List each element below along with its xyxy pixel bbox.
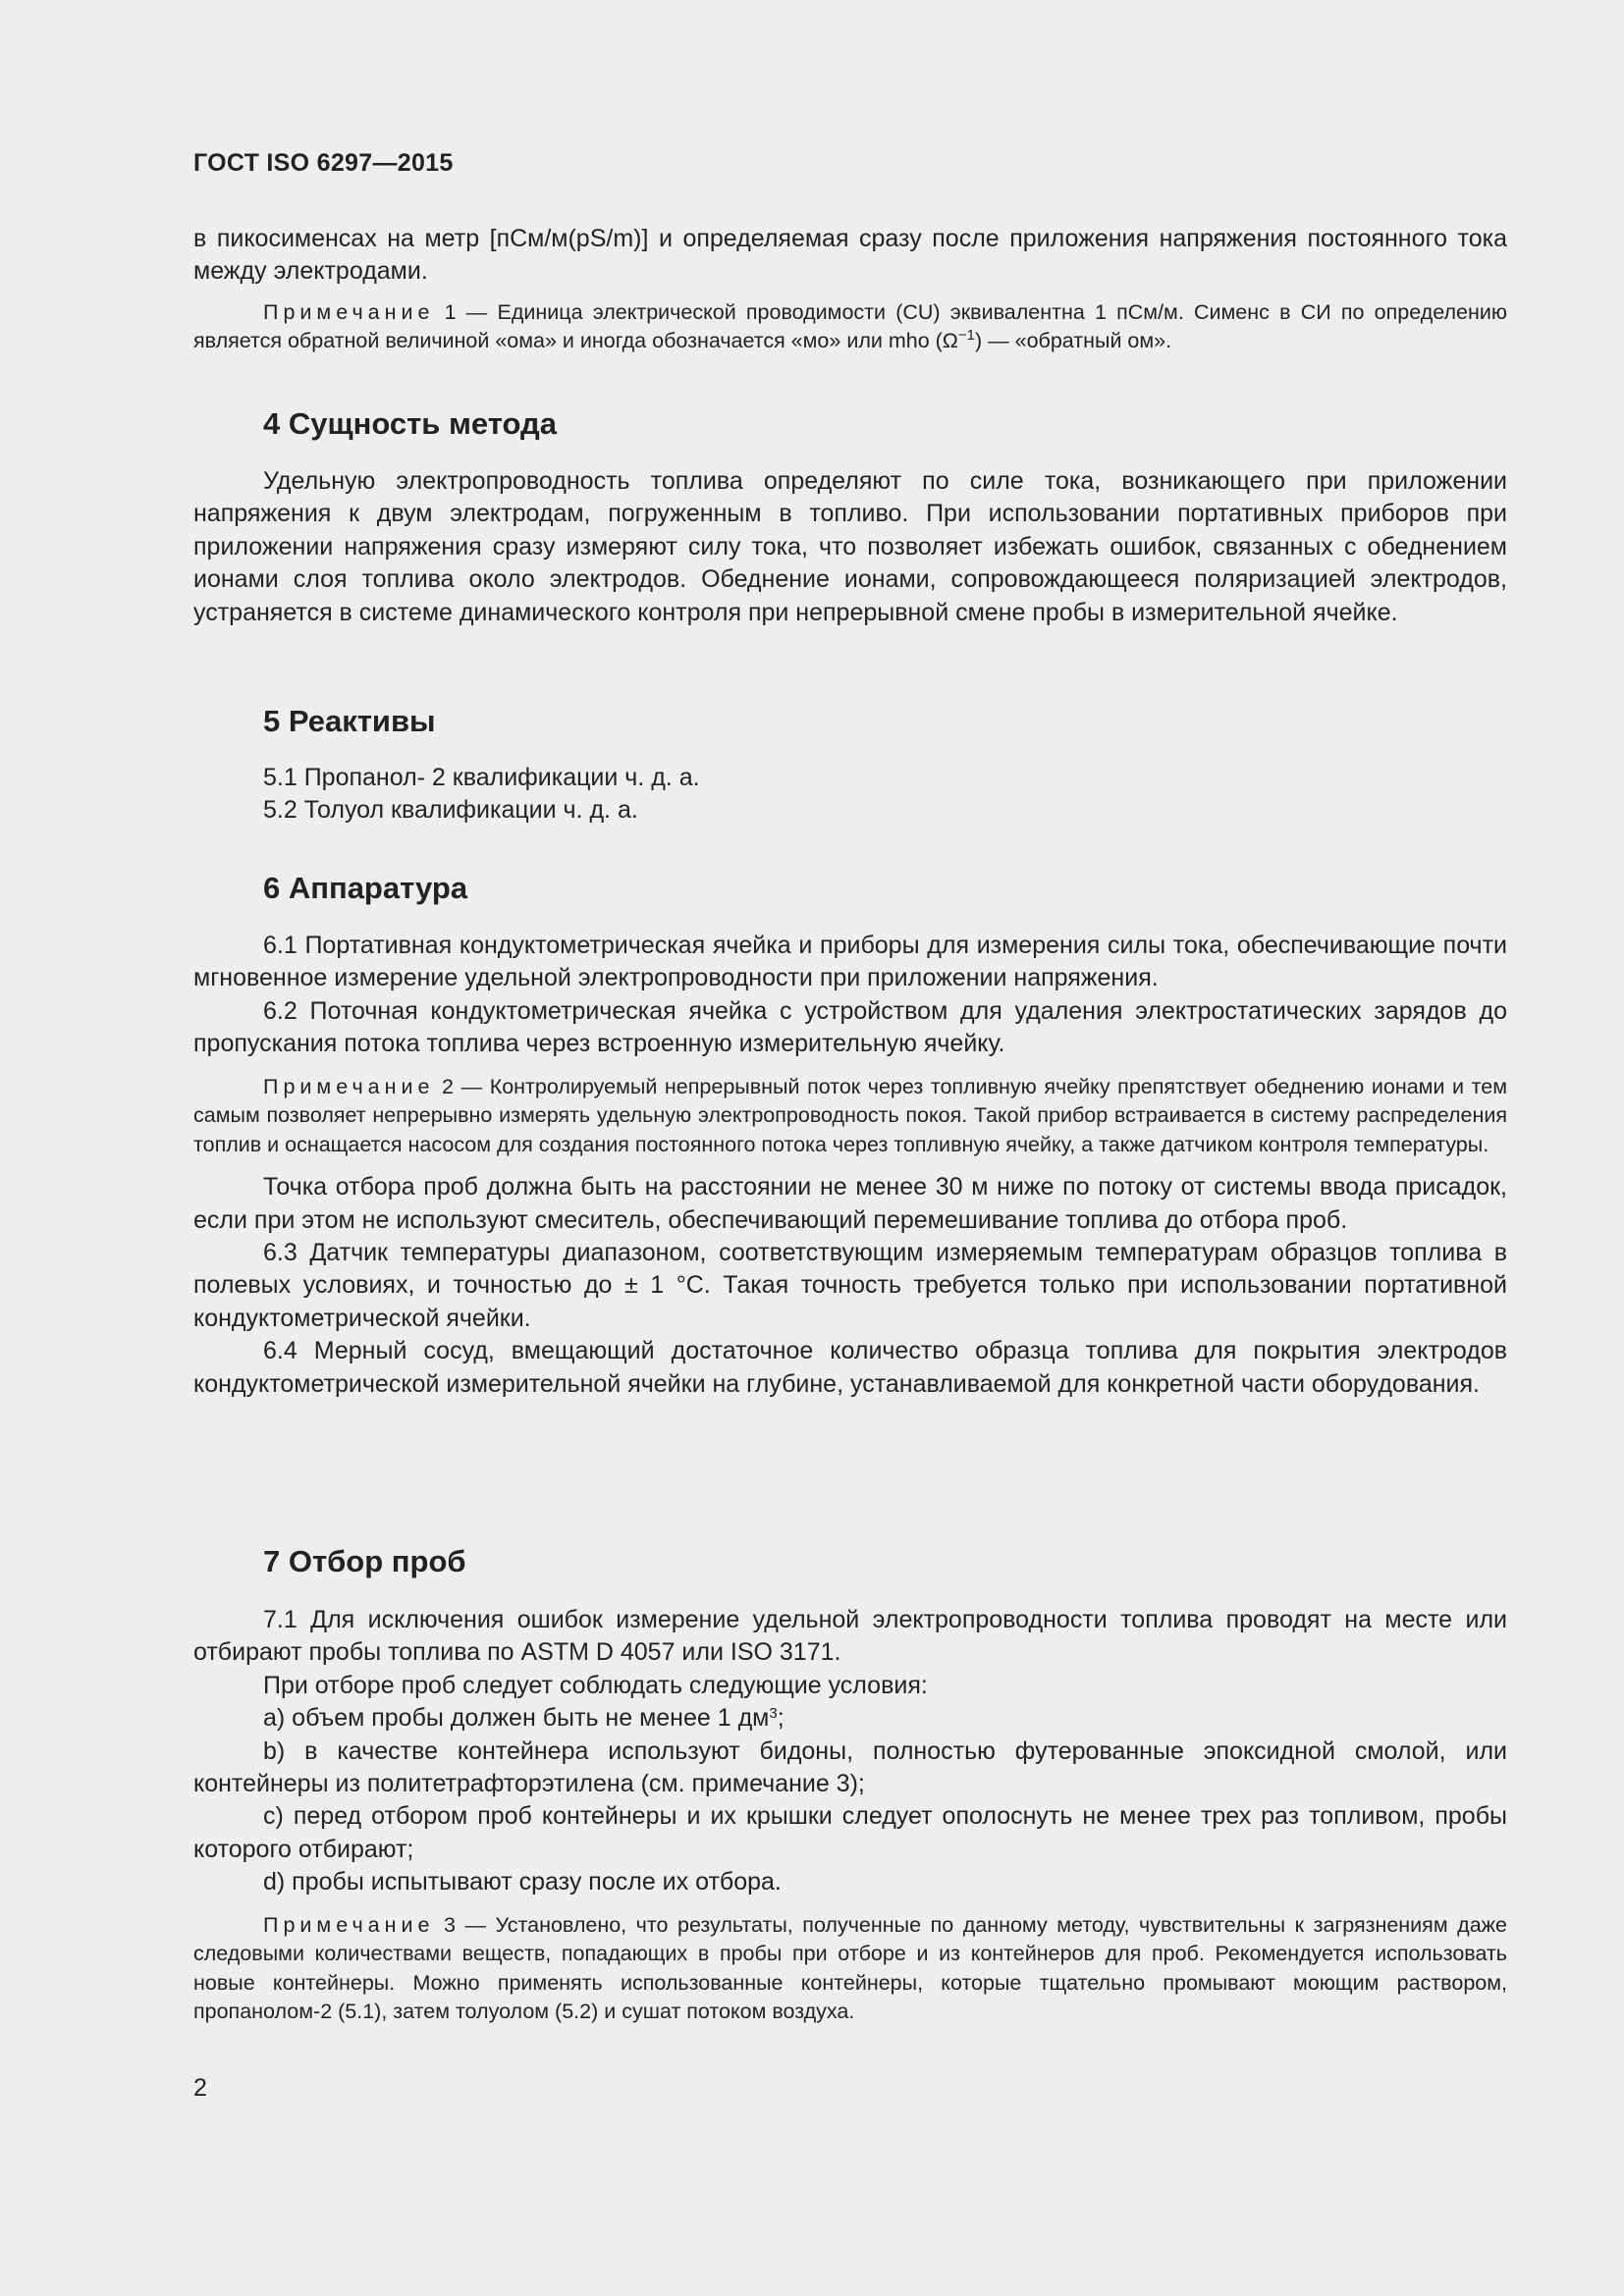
section-5-item-1: 5.1 Пропанол- 2 квалификации ч. д. а.	[263, 764, 700, 791]
note-1-text-end: ) — «обратный ом».	[975, 329, 1172, 353]
condition-a	[193, 1702, 1507, 1735]
section-5-item-2: 5.2 Толуол квалификации ч. д. а.	[263, 796, 638, 825]
intro-block	[193, 223, 1507, 356]
section-4	[193, 404, 1507, 444]
section-4-paragraph: Удельную электропроводность топлива определяют по силе тока, возникающего при приложении напряжения к двум электродам, погруженным в топливо. При использовании портативных приборов при приложении напряжения сразу измеряют силу тока, что позволяет избежать ошибок, связанных с обеднением ионами слоя топлива около электродов. Обеднение ионами, сопровождающееся поляризацией электродов, устраняется в системе динамического контроля при непрерывной смене пробы в измерительной ячейке.	[193, 467, 1507, 626]
section-6-item-3: 6.3 Датчик температуры диапазоном, соответствующим измеряемым температурам образцов топлива в полевых условиях, и точностью до ± 1 °С. Такая точность требуется только при использовании портативной кондуктометрической ячейки.	[193, 1238, 1507, 1332]
section-7	[193, 1542, 1507, 1581]
section-6-title: 6 Аппаратура	[263, 871, 468, 905]
note-3	[193, 1911, 1507, 2027]
page-number: 2	[193, 2074, 207, 2102]
condition-a-superscript: 3	[769, 1705, 778, 1723]
section-7-item-1: 7.1 Для исключения ошибок измерение удельной электропроводности топлива проводят на месте или отбирают пробы топлива по ASTM D 4057 или ISO 3171.	[193, 1606, 1507, 1667]
section-5	[193, 702, 1507, 741]
section-6	[193, 869, 1507, 908]
section-4-body	[193, 465, 1507, 629]
section-7-body	[193, 1604, 1507, 2027]
condition-a-end: ;	[777, 1704, 785, 1733]
note-2	[193, 1073, 1507, 1160]
section-5-body	[193, 762, 1507, 828]
conditions-intro: При отборе проб следует соблюдать следующие условия:	[263, 1671, 928, 1699]
condition-b: b) в качестве контейнера используют бидоны, полностью футерованные эпоксидной смолой, или контейнеры из политетрафторэтилена (см. примечание 3);	[193, 1736, 1507, 1798]
document-header: ГОСТ ISO 6297—2015	[193, 149, 454, 177]
note-1	[193, 298, 1507, 356]
section-7-title: 7 Отбор проб	[263, 1544, 466, 1578]
condition-a-text: a) объем пробы должен быть не менее 1 дм	[263, 1704, 770, 1733]
note-2-label: Примечание	[263, 1074, 435, 1098]
section-4-title: 4 Сущность метода	[263, 406, 557, 441]
note-1-label: Примечание	[263, 299, 435, 324]
condition-d: d) пробы испытывают сразу после их отбора.	[263, 1868, 782, 1896]
section-6-body	[193, 930, 1507, 1401]
section-6-item-4: 6.4 Мерный сосуд, вмещающий достаточное количество образца топлива для покрытия электродов кондуктометрической измерительной ячейки на глубине, устанавливаемой для конкретной части оборудования.	[193, 1337, 1507, 1398]
section-6-item-2: 6.2 Поточная кондуктометрическая ячейка с устройством для удаления электростатических зарядов до пропускания потока топлива через встроенную измерительную ячейку.	[193, 996, 1507, 1058]
condition-c: c) перед отбором проб контейнеры и их крышки следует ополоснуть не менее трех раз топливом, пробы которого отбирают;	[193, 1802, 1507, 1863]
note-3-label: Примечание	[263, 1912, 435, 1937]
note-1-superscript: −1	[957, 327, 975, 345]
intro-paragraph: в пикосименсах на метр [пСм/м(pS/m)] и определяемая сразу после приложения напряжения постоянного тока между электродами.	[193, 225, 1507, 286]
note-1-text: 1 — Единица электрической проводимости (CU) эквивалентна 1 пСм/м. Сименс в СИ по определению является обратной величиной «ома» и иногда обозначается «мо» или mho (Ω	[193, 299, 1507, 353]
note-2-text: 2 — Контролируемый непрерывный поток через топливную ячейку препятствует обеднению ионами и тем самым позволяет непрерывно измерять удельную электропроводность покоя. Такой прибор встраивается в систему распределения топлив и оснащается насосом для создания постоянного потока через топливную ячейку, а также датчиком контроля температуры.	[193, 1074, 1507, 1156]
section-5-title: 5 Реактивы	[263, 704, 436, 738]
sampling-point-paragraph: Точка отбора проб должна быть на расстоянии не менее 30 м ниже по потоку от системы ввода присадок, если при этом не используют смеситель, обеспечивающий перемешивание топлива до отбора проб.	[193, 1173, 1507, 1234]
note-3-text: 3 — Установлено, что результаты, полученные по данному методу, чувствительны к загрязнениям даже следовыми количествами веществ, попадающих в пробы при отборе и из контейнеров для проб. Рекомендуется использовать новые контейнеры. Можно применять использованные контейнеры, которые тщательно промывают моющим раствором, пропанолом-2 (5.1), затем толуолом (5.2) и сушат потоком воздуха.	[193, 1912, 1507, 2024]
section-6-item-1: 6.1 Портативная кондуктометрическая ячейка и приборы для измерения силы тока, обеспечивающие почти мгновенное измерение удельной электропроводности при приложении напряжения.	[193, 932, 1507, 992]
